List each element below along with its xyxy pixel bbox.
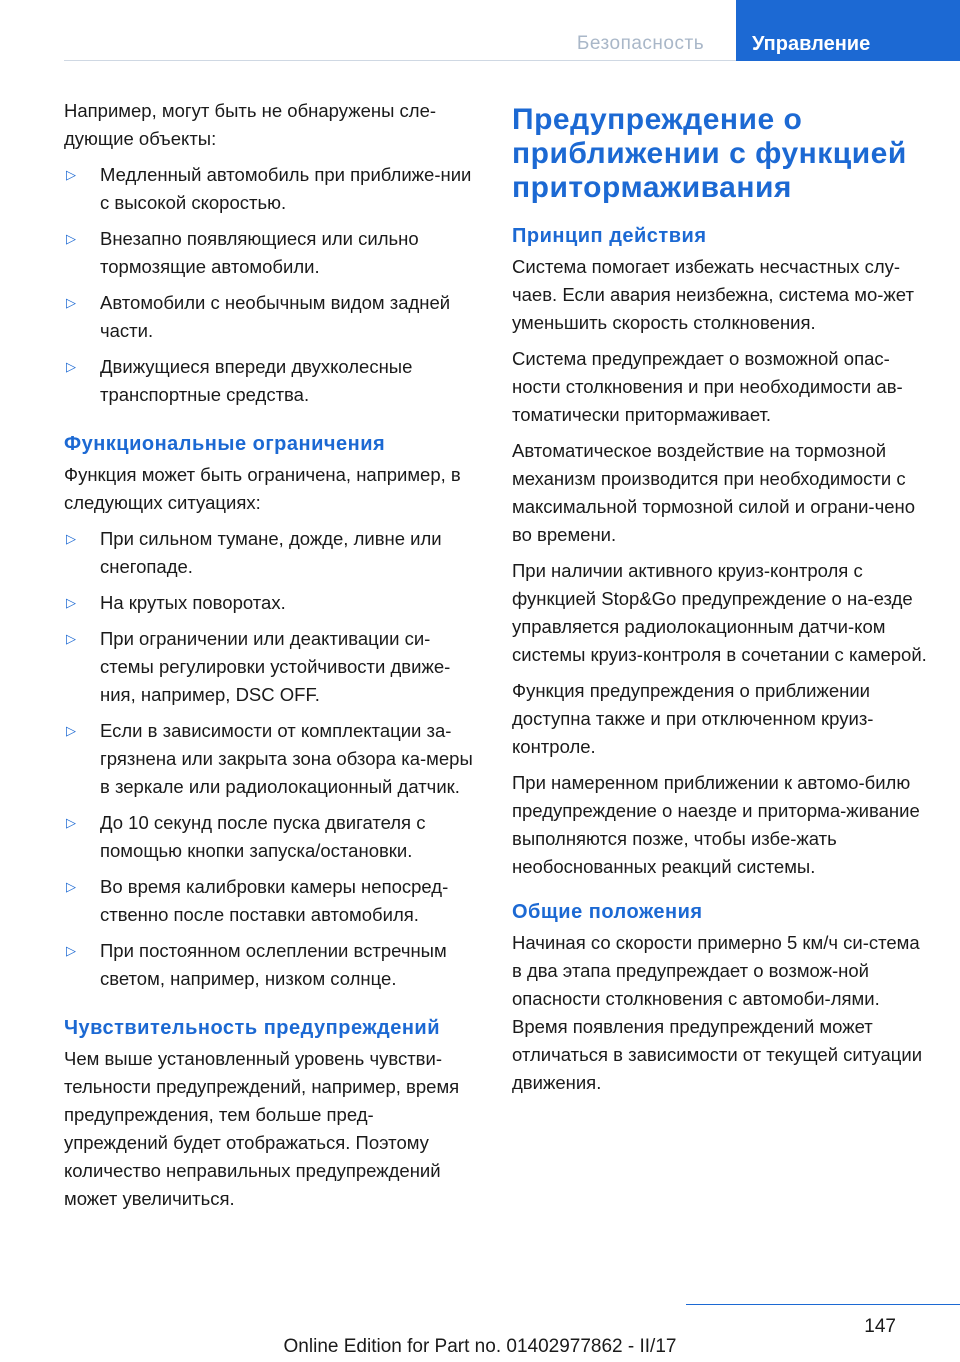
- principle-paragraph: Система предупреждает о возможной опас‐ности столкновения и при необходимости ав‐томатически притормаживает.: [512, 348, 903, 425]
- list-item: ▷ До 10 секунд после пуска двигателя с помощью кнопки запуска/остановки.: [64, 809, 476, 865]
- principle-paragraph: При намеренном приближении к автомо‐билю предупреждение о наезде и притормa‐живание выполняются позже, чтобы избе‐жать необоснованных реакций системы.: [512, 772, 920, 877]
- page-number: 147: [864, 1316, 896, 1337]
- triangle-bullet-icon: ▷: [66, 359, 76, 374]
- section-heading-sensitivity: Чувствительность предупреждений: [64, 1017, 441, 1039]
- list-item: ▷ При ограничении или деактивации си‐стемы регулировки устойчивости движе‐ния, например, DSC OFF.: [64, 625, 476, 709]
- triangle-bullet-icon: ▷: [66, 943, 76, 958]
- triangle-bullet-icon: ▷: [66, 723, 76, 738]
- tab-controls[interactable]: Управление: [736, 0, 960, 61]
- limitations-paragraph: Функция может быть ограничена, например, в следующих ситуациях:: [64, 464, 461, 513]
- list-item: ▷ Автомобили с необычным видом задней части.: [64, 289, 476, 345]
- undetected-objects-list: [64, 161, 476, 409]
- footer-edition: Online Edition for Part no. 01402977862 - II/17: [283, 1336, 677, 1357]
- principle-paragraph: Система помогает избежать несчастных слу‐чаев. Если авария неизбежна, система мо‐жет уменьшить скорость столкновения.: [512, 256, 914, 333]
- principle-paragraph: При наличии активного круиз-контроля с функцией Stop&Go предупреждение о на‐езде управляется радиолокационным датчи‐ком системы круиз-контроля в сочетании с камерой.: [512, 560, 927, 665]
- triangle-bullet-icon: ▷: [66, 815, 76, 830]
- footer-rule: [686, 1304, 960, 1305]
- section-heading-limitations: Функциональные ограничения: [64, 433, 386, 455]
- list-item: ▷ Внезапно появляющиеся или сильно тормозящие автомобили.: [64, 225, 476, 281]
- list-item: ▷ Во время калибровки камеры непосред‐ственно после поставки автомобиля.: [64, 873, 476, 929]
- tab-safety[interactable]: Безопасность: [576, 33, 705, 54]
- limitations-list: [64, 525, 476, 993]
- right-column: [512, 97, 932, 1105]
- list-item: ▷ Движущиеся впереди двухколесные транспортные средства.: [64, 353, 476, 409]
- left-column: [64, 97, 476, 1221]
- triangle-bullet-icon: ▷: [66, 231, 76, 246]
- list-item: ▷ Если в зависимости от комплектации за‐грязнена или закрыта зона обзора ка‐меры в зеркале или радиолокационный датчик.: [64, 717, 476, 801]
- header-rule: [64, 60, 736, 61]
- list-item: ▷ Медленный автомобиль при приближе‐нии с высокой скоростью.: [64, 161, 476, 217]
- triangle-bullet-icon: ▷: [66, 595, 76, 610]
- triangle-bullet-icon: ▷: [66, 879, 76, 894]
- general-paragraph: Начиная со скорости примерно 5 км/ч си‐стема в два этапа предупреждает о возмож‐ной опасности столкновения с автомоби‐лями. Время появления предупреждений может отличаться в зависимости от текущей ситуации движения.: [512, 932, 923, 1093]
- page-title: Предупреждение о приближении с функцией притормаживания: [512, 103, 907, 204]
- triangle-bullet-icon: ▷: [66, 167, 76, 182]
- principle-paragraph: Функция предупреждения о приближении доступна также и при отключенном круиз-контроле.: [512, 680, 874, 757]
- section-heading-principle: Принцип действия: [512, 225, 707, 247]
- triangle-bullet-icon: ▷: [66, 531, 76, 546]
- intro-paragraph: Например, могут быть не обнаружены сле‐дующие объекты:: [64, 100, 437, 149]
- list-item: ▷ На крутых поворотах.: [64, 589, 476, 617]
- sensitivity-paragraph: Чем выше установленный уровень чувстви‐тельности предупреждений, например, время предупреждения, тем больше пред‐упреждений будет отображаться. Поэтому количество неправильных предупреждений может увеличиться.: [64, 1048, 460, 1209]
- triangle-bullet-icon: ▷: [66, 631, 76, 646]
- list-item: ▷ При постоянном ослеплении встречным светом, например, низком солнце.: [64, 937, 476, 993]
- section-heading-general: Общие положения: [512, 901, 703, 923]
- list-item: ▷ При сильном тумане, дожде, ливне или снегопаде.: [64, 525, 476, 581]
- triangle-bullet-icon: ▷: [66, 295, 76, 310]
- principle-paragraph: Автоматическое воздействие на тормозной механизм производится при необходимости с максимальной тормозной силой и ограни‐чено во времени.: [512, 440, 915, 545]
